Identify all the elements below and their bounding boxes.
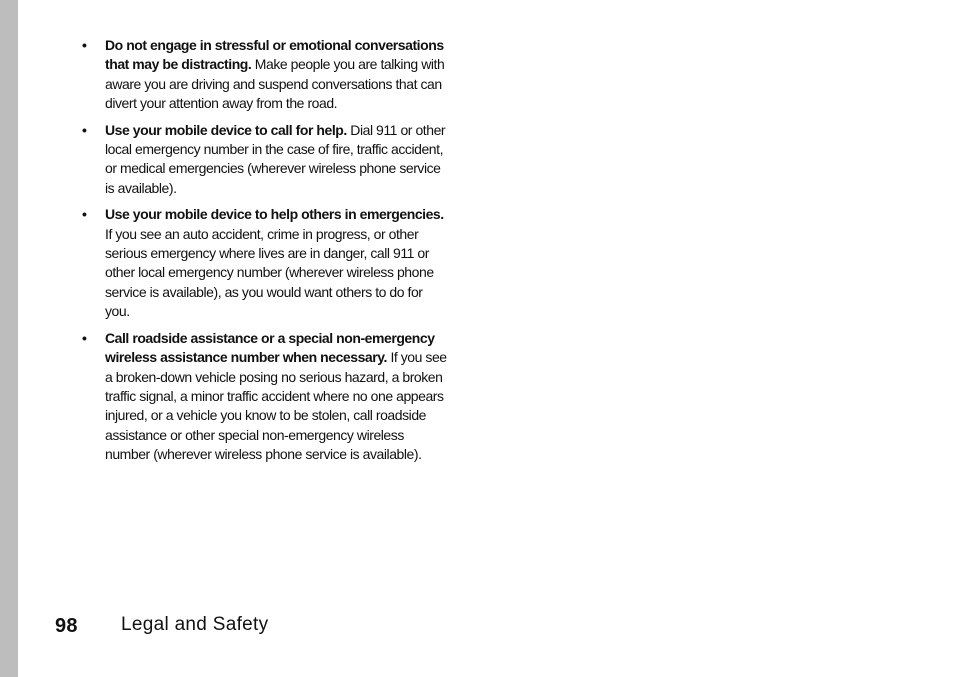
bullet-marker: • <box>82 206 87 223</box>
item-heading: Do not engage in stressful or emotional conversations that may be distracting. <box>105 37 444 73</box>
bullet-marker: • <box>82 121 87 138</box>
list-item-help-others <box>78 205 450 321</box>
page-footer <box>0 612 954 644</box>
list-item-roadside-assistance <box>78 329 450 465</box>
item-body: If you see an auto accident, crime in progress, or other serious emergency where lives are in danger, call 911 or other local emergency number (wherever wireless phone service is available), as you would want others to do for you. <box>105 225 434 320</box>
page-edge-bar <box>0 0 18 677</box>
bullet-marker: • <box>82 329 87 346</box>
page-number: 98 <box>55 615 78 637</box>
item-heading: Use your mobile device to help others in emergencies. <box>105 206 444 223</box>
item-body: Dial 911 or other local emergency number in the case of fire, traffic accident, or medical emergencies (wherever wireless phone service is available). <box>105 121 446 196</box>
item-body: If you see a broken-down vehicle posing no serious hazard, a broken traffic signal, a minor traffic accident where no one appears injured, or a vehicle you know to be stolen, call roadside assistance or other special non-emergency wireless number (wherever wireless phone service is available). <box>105 349 447 463</box>
page-content <box>78 36 450 472</box>
item-body: Make people you are talking with aware you are driving and suspend conversations that can divert your attention away from the road. <box>105 56 445 112</box>
section-title: Legal and Safety <box>121 614 269 635</box>
list-item-call-for-help <box>78 121 450 199</box>
safety-tips-list <box>78 36 450 465</box>
list-item-distracting-conversations <box>78 36 450 114</box>
bullet-marker: • <box>82 37 87 53</box>
item-heading: Call roadside assistance or a special non-emergency wireless assistance number when necessary. <box>105 329 435 366</box>
item-heading: Use your mobile device to call for help. <box>105 121 351 138</box>
